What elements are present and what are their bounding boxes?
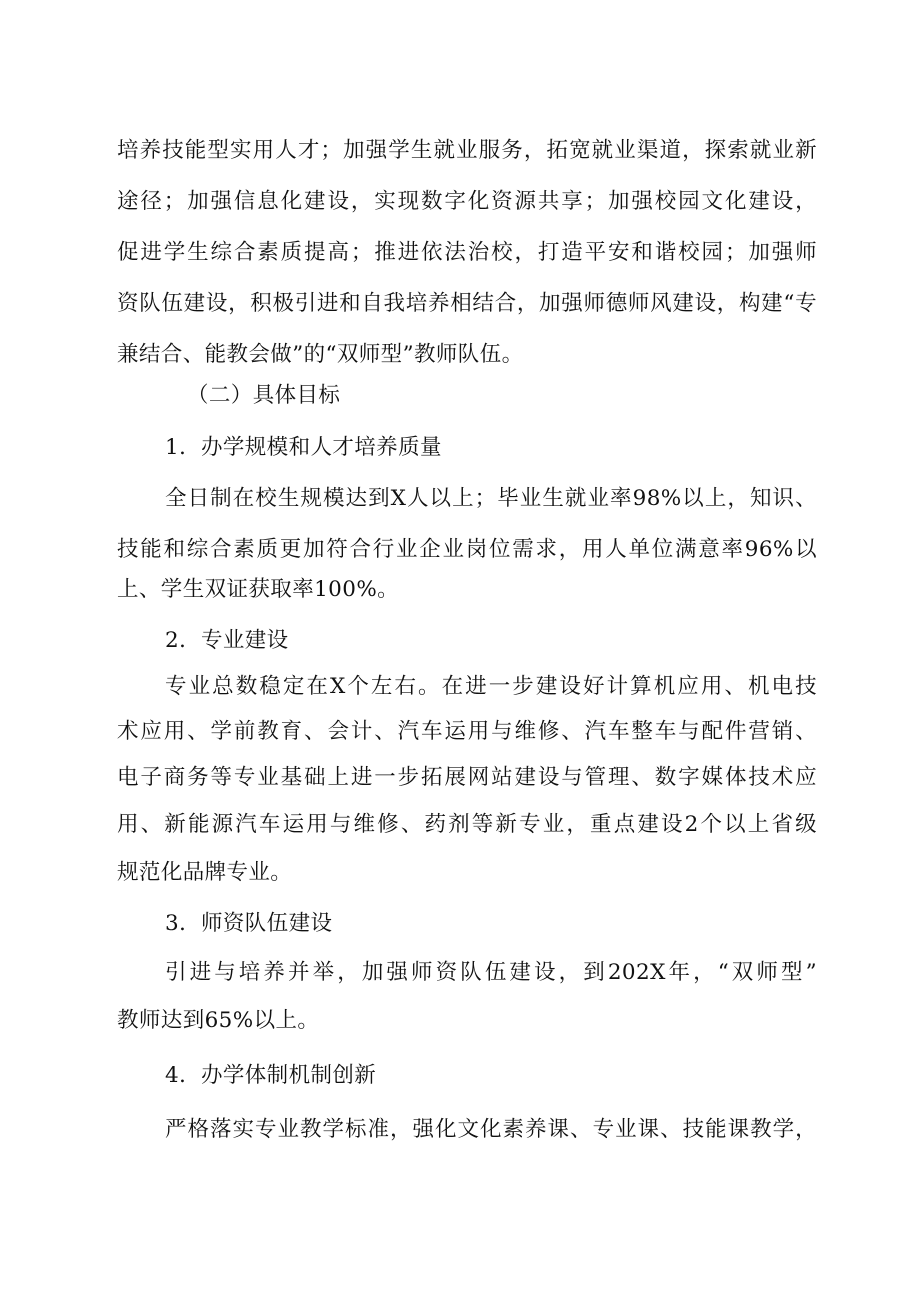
subsection-heading: 2．专业建设 xyxy=(165,628,289,653)
paragraph-line: 资队伍建设，积极引进和自我培养相结合，加强师德师风建设，构建“专 xyxy=(117,291,817,316)
paragraph-line: 培养技能型实用人才；加强学生就业服务，拓宽就业渠道，探索就业新 xyxy=(117,138,817,163)
paragraph-line: 引进与培养并举，加强师资队伍建设，到202X年，“双师型” xyxy=(165,960,817,985)
paragraph-line: 途径；加强信息化建设，实现数字化资源共享；加强校园文化建设， xyxy=(117,189,817,214)
section-heading: （二）具体目标 xyxy=(187,383,341,408)
paragraph-line: 专业总数稳定在X个左右。在进一步建设好计算机应用、机电技 xyxy=(165,674,817,699)
subsection-heading: 3．师资队伍建设 xyxy=(165,911,333,936)
subsection-heading: 1．办学规模和人才培养质量 xyxy=(165,435,442,460)
paragraph-line: 促进学生综合素质提高；推进依法治校，打造平安和谐校园；加强师 xyxy=(117,240,817,265)
paragraph-line: 用、新能源汽车运用与维修、药剂等新专业，重点建设2个以上省级 xyxy=(117,812,817,837)
paragraph-line: 术应用、学前教育、会计、汽车运用与维修、汽车整车与配件营销、 xyxy=(117,719,817,744)
paragraph-line: 全日制在校生规模达到X人以上；毕业生就业率98%以上，知识、 xyxy=(165,486,817,511)
subsection-heading: 4．办学体制机制创新 xyxy=(165,1063,377,1088)
paragraph-line: 严格落实专业教学标准，强化文化素养课、专业课、技能课教学， xyxy=(165,1117,817,1142)
paragraph-line: 上、学生双证获取率100%。 xyxy=(117,577,400,602)
paragraph-line: 规范化品牌专业。 xyxy=(117,860,293,885)
paragraph-line: 教师达到65%以上。 xyxy=(117,1008,320,1033)
paragraph-line: 电子商务等专业基础上进一步拓展网站建设与管理、数字媒体技术应 xyxy=(117,765,817,790)
paragraph-line: 兼结合、能教会做”的“双师型”教师队伍。 xyxy=(117,342,524,367)
paragraph-line: 技能和综合素质更加符合行业企业岗位需求，用人单位满意率96%以 xyxy=(117,537,817,562)
